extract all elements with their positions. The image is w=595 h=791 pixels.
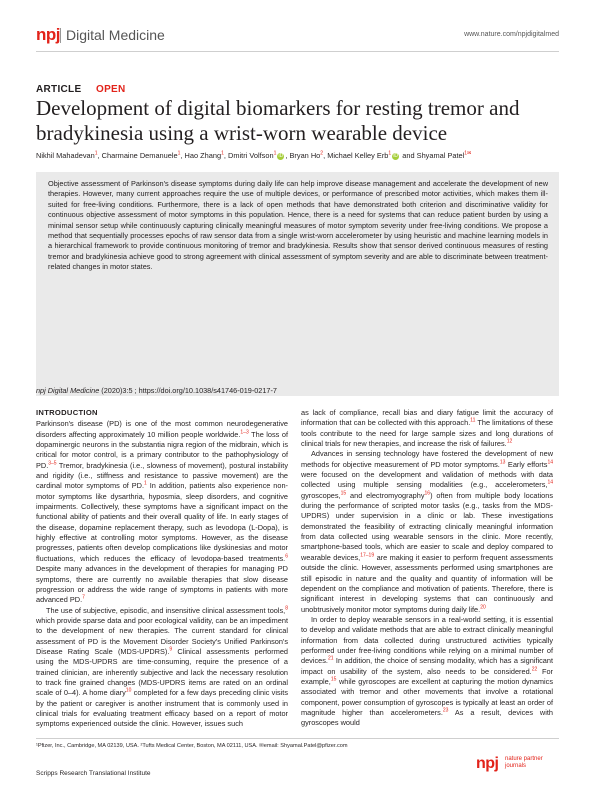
journal-name: Digital Medicine [66,27,165,43]
left-column [36,408,288,730]
reference-marker[interactable]: 8 [285,605,288,612]
reference-marker[interactable]: 6 [285,553,288,560]
npj-logo-mark: npj [476,755,499,772]
orcid-icon[interactable]: iD [393,152,399,159]
header-divider [36,51,559,52]
publisher-logo [476,755,499,773]
author-list: Nikhil Mahadevan$^1$, Charmaine Demanuele$^1$, Hao Zhang$^1$, Dmitri Volfson$^1$ iD , Bryan Ho$^2$, Michael Kelley Erb$^1$ iD and Shyamal Patel$^{1✉}$ [36,150,472,160]
body-paragraph: The use of subjective, episodic, and insensitive clinical assessment tools,$^8$ which provide sparse data and poor ecological validity, can be an impediment to the development of new therapies. The current standard for clinical assessment of PD is the Movement Disorder Society's Unified Parkinson's Disease Rating Scale (MDS-UPDRS).$^9$ Clinical assessments performed using the MDS-UPDRS are time-consuming, require the presence of a trained clinician, are inherently subjective and lack the necessary resolution to track fine grained changes (MDS-UPDRS items are rated on an ordinal scale of 0–4). A home diary$^{10}$ completed for a few days preceding clinic visits by the patient or caregiver is another instrument that is commonly used in clinical trials for evaluating treatment efficacy based on a report of motor symptoms experienced outside the clinic. However, issues such [36,605,288,729]
reference-marker[interactable]: 14 [547,479,553,486]
article-title: Development of digital biomarkers for resting tremor and bradykinesia using a wrist-worn wearable device [36,96,520,145]
body-paragraph: Parkinson's disease (PD) is one of the most common neurodegenerative disorders affecting approximately 10 million people worldwide.$^{1-3}$ The loss of dopaminergic neurons in the substantia nigra region of the midbrain, which is critical for motor control, is a primary contributor to the pathophysiology of PD.$^{3-5}$ Tremor, bradykinesia (i.e., slowness of movement), postural instability and rigidity (i.e., stiffness and resistance to passive movement) are the cardinal motor symptoms of PD.$^1$ In addition, patients also experience non-motor symptoms like dysarthria, hyposmia, sleep disorders, and cognitive impairments. Collectively, these symptoms have a significant impact on the functional ability of patients and their overall quality of life. In early stages of the disease, dopamine replacement therapy, such as levodopa (L-Dopa), is highly effective at controlling motor symptoms. However, as the disease progresses, patients often develop complications like dyskinesias and motor fluctuations, which reduces the efficacy of levodopa-based treatments.$^6$ Despite many advances in the development of therapies for managing PD symptoms, there are currently no available therapies that slow disease progression or address the wide range of symptoms in patients with more advanced PD.$^7$ [36,419,288,605]
journal-url[interactable]: www.nature.com/npjdigitalmed [464,31,559,38]
reference-marker[interactable]: 3–5 [48,460,57,467]
reference-marker[interactable]: 22 [531,666,538,673]
author-name[interactable]: Nikhil Mahadevan [36,151,95,160]
reference-marker[interactable]: 12 [506,438,513,445]
affiliation-marker: 1 [94,150,98,157]
author-name[interactable]: Michael Kelley Erb [327,151,389,160]
reference-marker[interactable]: 23 [442,707,449,714]
affiliation-marker: 1 [388,150,392,157]
abstract-text: Objective assessment of Parkinson's disease symptoms during daily life can help improve disease management and accelerate the development of new therapies. However, many current approaches require the use of multiple devices, or performance of prescribed motor activities, which makes them ill-suited for free-living conditions. Furthermore, there is a lack of open methods that have demonstrated both criterion and discriminative validity for continuous objective assessment of motor symptoms in this population. Hence, there is a need for systems that can reduce patient burden by using a minimal sensor setup while continuously capturing clinically meaningful measures of motor symptom severity under free-living conditions. We propose a method that sequentially processes epochs of raw sensor data from a single wrist-worn accelerometer by using heuristic and machine learning models in a hierarchical framework to provide continuous monitoring of tremor and bradykinesia. Results show that sensor derived continuous measures of resting tremor and bradykinesia achieve good to strong agreement with clinical assessment of symptom severity and are able to discriminate between treatment-related changes in motor states. [48,179,548,272]
logo-divider [60,28,61,43]
reference-marker[interactable]: 20 [480,604,486,611]
journal-logo: npj [36,25,60,44]
reference-marker[interactable]: 16 [424,490,431,497]
reference-marker[interactable]: 17–19 [360,552,375,559]
citation-journal: npj Digital Medicine [36,386,100,395]
body-paragraph: In order to deploy wearable sensors in a real-world setting, it is essential to develop and validate methods that are able to extract clinically meaningful information from data collected during unstructured activities typically performed under free-living conditions while relying on a minimal number of devices.$^{21}$ In addition, the choice of sensing modality, which has a significant impact on usability of the system, also needs to be considered.$^{22}$ For example,$^{15}$ while gyroscopes are excellent at capturing the motion dynamics associated with tremor and other movements that involve a rotational component, power consumption of gyroscopes is typically at least an order of magnitude higher than accelerometers.$^{23}$ As a result, devices with gyroscopes would [301,614,553,728]
reference-marker[interactable]: 1 [144,480,147,487]
affiliation-marker: 2 [320,150,324,157]
reference-marker[interactable]: 13 [499,459,506,466]
affiliation-marker: 1 [177,150,181,157]
publisher-name: Scripps Research Translational Institute [36,770,151,777]
affiliation-marker: 1 [221,150,224,157]
section-heading: INTRODUCTION [36,408,98,417]
affiliation-marker: 1 [273,150,277,157]
publisher-logo-text [505,756,543,770]
corresponding-author-marker: 1✉ [464,150,472,157]
author-name[interactable]: Dmitri Volfson [228,151,274,160]
reference-marker[interactable]: 15 [330,676,337,683]
open-access-label: OPEN [96,84,126,95]
reference-marker[interactable]: 14 [547,459,554,466]
footer-divider [36,738,559,739]
author-name[interactable]: and Shyamal Patel [402,151,465,160]
affiliations: ¹Pfizer, Inc., Cambridge, MA 02139, USA. ²Tufts Medical Center, Boston, MA 02111, USA. ✉email: Shyamal.Patel@pfizer.com [36,743,348,749]
body-paragraph: Advances in sensing technology have fostered the development of new methods for objective measurement of PD motor symptoms.$^{13}$ Early efforts$^{14}$ were focused on the development and validation of methods with data collected using multiple sensing modalities (e.g., accelerometers,$^{14}$ gyroscopes,$^{15}$ and electromyography$^{16}$) often from multiple body locations during the performance of scripted motor tasks (e.g., tasks from the MDS-UPDRS) under supervision in a clinic or lab. These investigations demonstrated the feasibility of extracting clinically meaningful information from data collected using wearable sensors in the clinic. More recently, smartphone-based tools, which are easier to scale and deploy compared to wearable devices,$^{17-19}$ are making it easier to perform frequent assessments outside the clinic. However, assessments performed using smartphones are still episodic in nature and the quality and quantity of information will be dependent on the compliance and motivation of patients. Therefore, there is significant interest in developing systems that can continuously and unobtrusively monitor motor symptoms during daily life.$^{20}$ [301,449,554,614]
citation-line [36,386,277,395]
right-column [301,408,553,729]
reference-marker[interactable]: 21 [327,655,334,662]
article-type-label: ARTICLE [36,84,82,95]
orcid-icon[interactable]: iD [278,152,284,159]
citation-doi[interactable]: (2020)3:5 ; https://doi.org/10.1038/s41746-019-0217-7 [99,386,277,395]
reference-marker[interactable]: 10 [125,687,132,694]
reference-marker[interactable]: 7 [82,594,85,601]
logo-line: journals [505,763,527,769]
reference-marker[interactable]: 15 [340,490,347,497]
author-name[interactable]: Bryan Ho [289,151,321,160]
reference-marker[interactable]: 11 [470,417,476,424]
reference-marker[interactable]: 9 [169,646,173,653]
author-name[interactable]: Charmaine Demanuele [101,151,178,160]
logo-line: nature partner [505,756,543,762]
author-name[interactable]: Hao Zhang [184,151,222,160]
reference-marker[interactable]: 1–3 [240,429,249,436]
body-paragraph: as lack of compliance, recall bias and diary fatigue limit the accuracy of information that can be collected with this approach.$^{11}$ The limitations of these tools contribute to the need for large sample sizes and long durations of clinical trials for new therapies, and increase the risk of failures.$^{12}$ [301,408,553,449]
